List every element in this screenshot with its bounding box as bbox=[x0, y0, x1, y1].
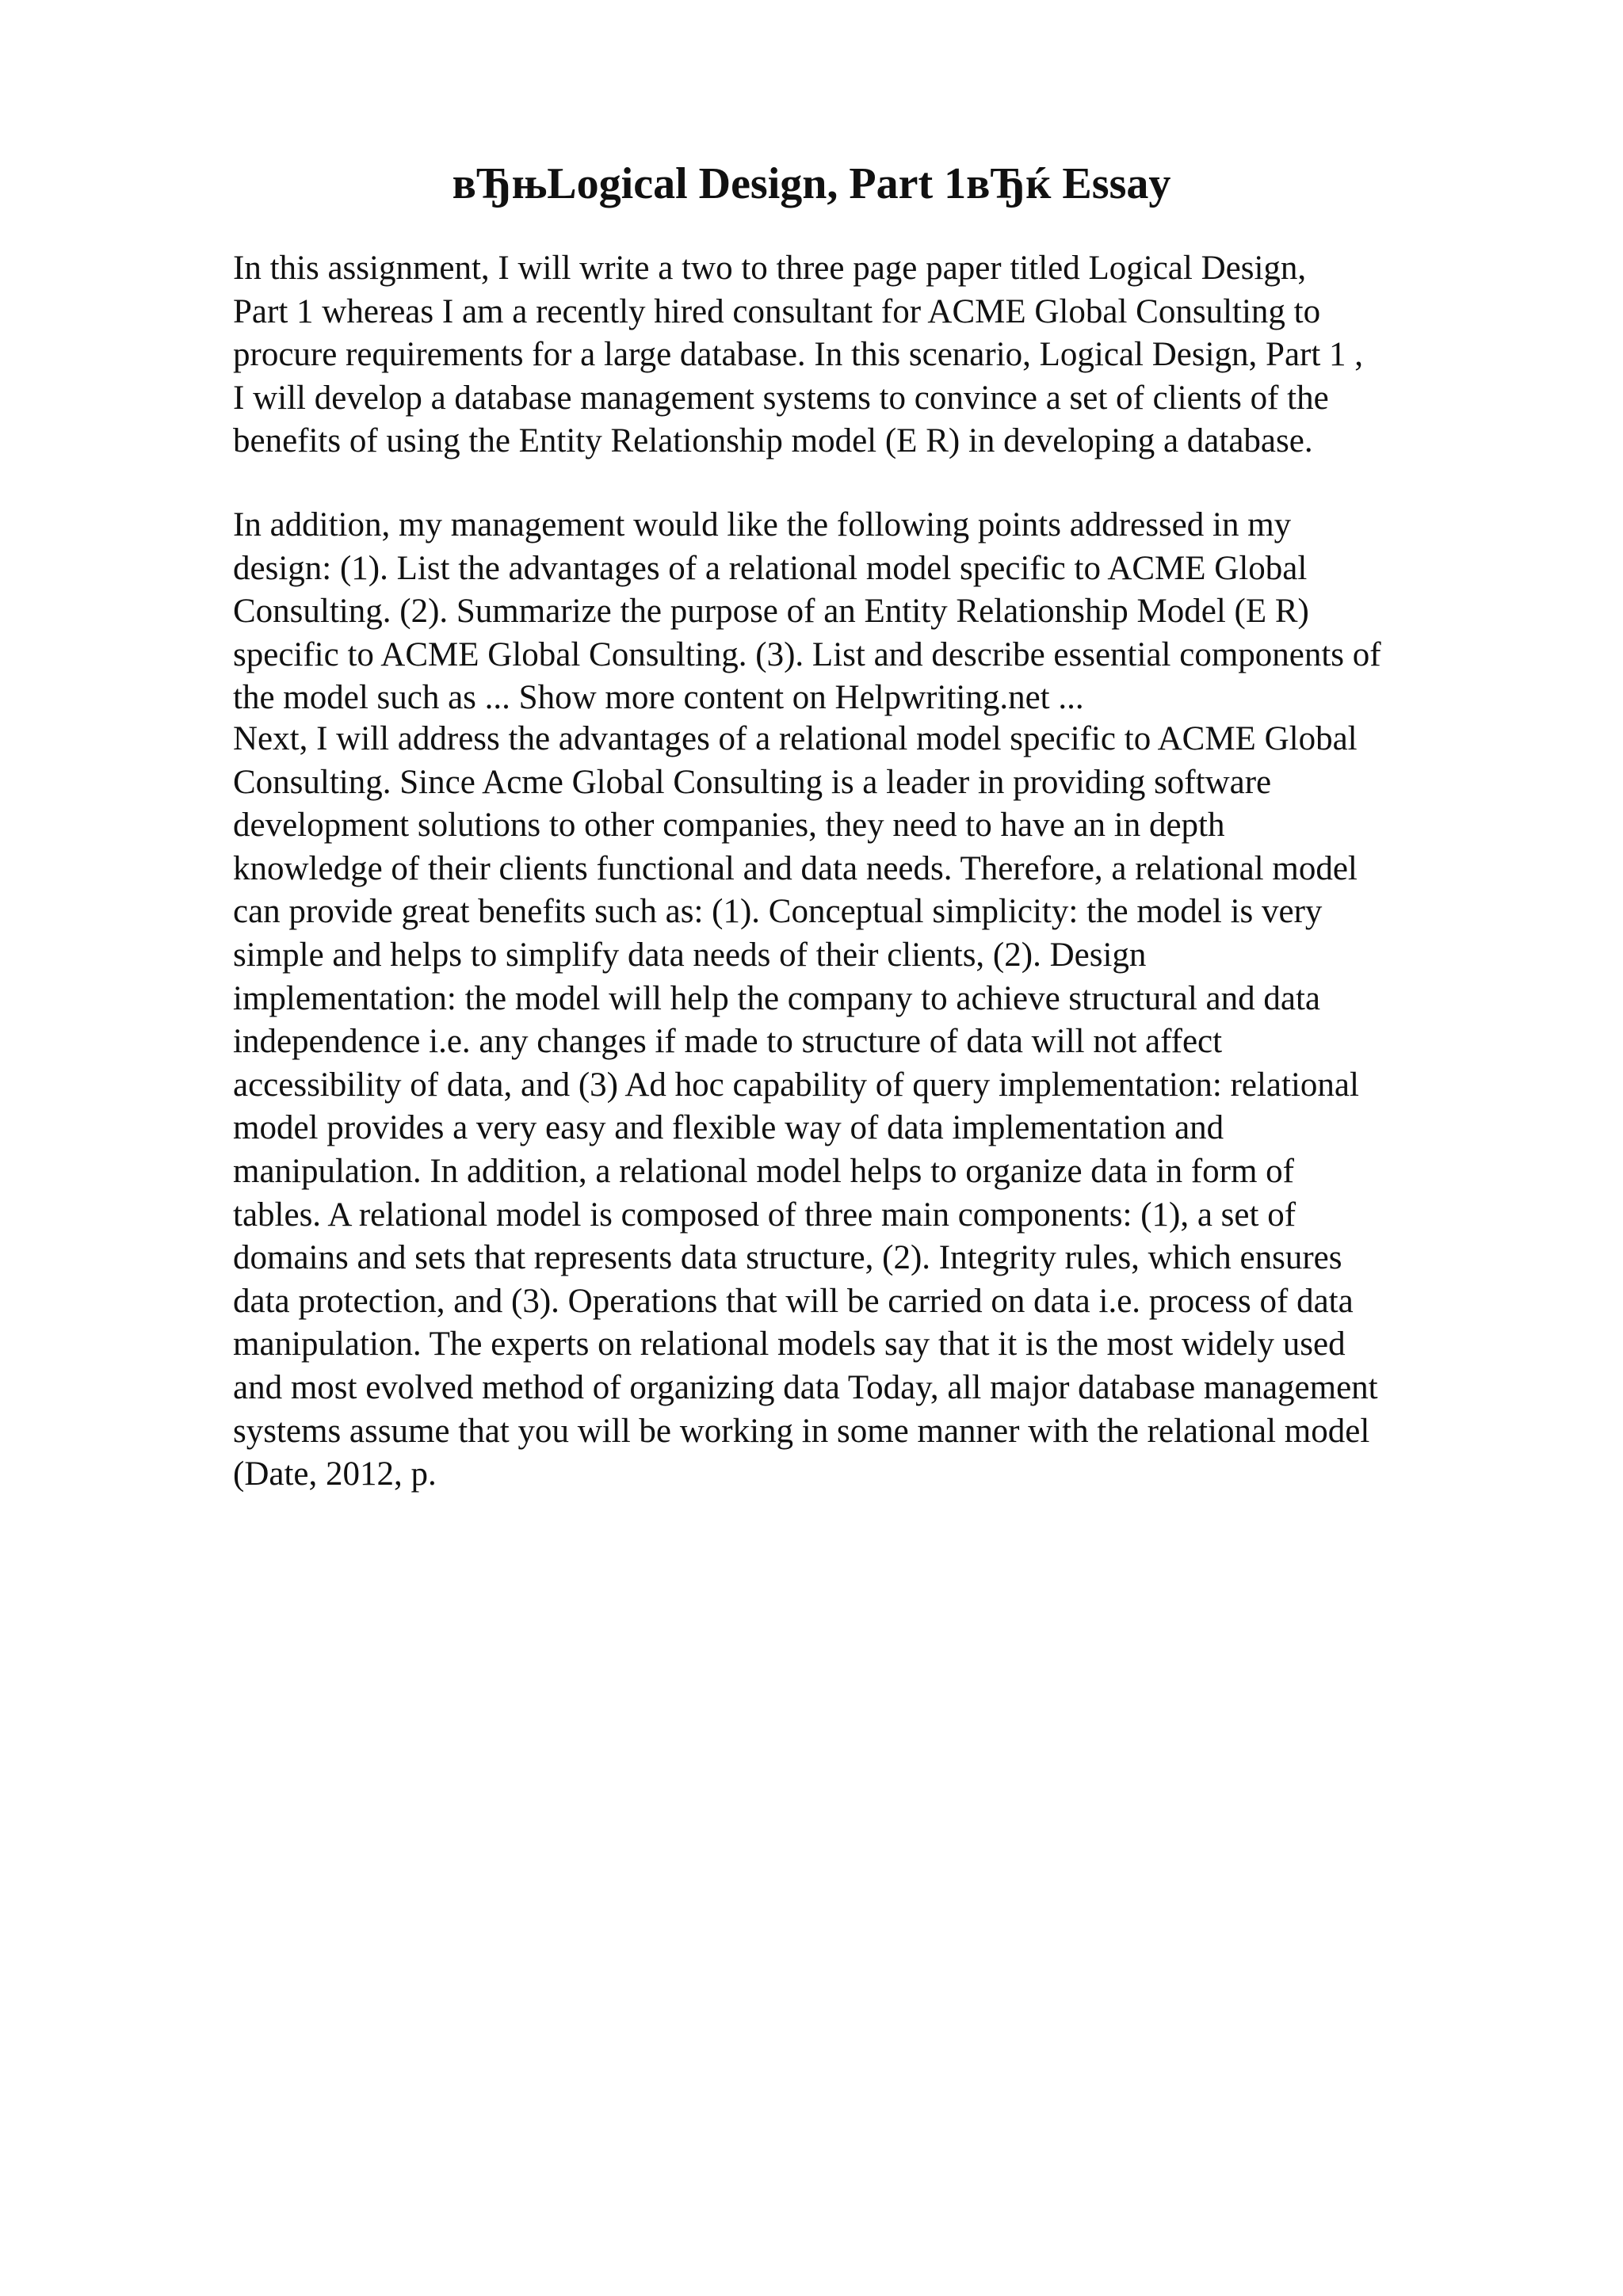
text-line: Next, I will address the advantages of a relational model specific to ACME Global bbox=[233, 720, 1358, 757]
text-line: and most evolved method of organizing data Today, all major database management bbox=[233, 1368, 1378, 1406]
text-line: knowledge of their clients functional and data needs. Therefore, a relational model bbox=[233, 849, 1358, 887]
text-line: accessibility of data, and (3) Ad hoc capability of query implementation: relational bbox=[233, 1066, 1359, 1104]
text-line: specific to ACME Global Consulting. (3). List and describe essential components of bbox=[233, 635, 1381, 673]
text-line: can provide great benefits such as: (1). Conceptual simplicity: the model is very bbox=[233, 893, 1323, 931]
text-line: manipulation. The experts on relational models say that it is the most widely used bbox=[233, 1325, 1346, 1363]
text-line: data protection, and (3). Operations that will be carried on data i.e. process of data bbox=[233, 1282, 1354, 1320]
text-line: In addition, my management would like the following points addressed in my bbox=[233, 506, 1292, 543]
paragraph-requirements bbox=[233, 504, 1533, 720]
text-line: domains and sets that represents data structure, (2). Integrity rules, which ensures bbox=[233, 1239, 1342, 1277]
text-line: Consulting. Since Acme Global Consulting is a leader in providing software bbox=[233, 763, 1272, 801]
document-title: вЂњLogical Design, Part 1вЂќ Essay bbox=[452, 159, 1171, 208]
text-line: the model such as ... Show more content on Helpwriting.net ... bbox=[233, 679, 1084, 717]
text-line: I will develop a database management systems to convince a set of clients of the bbox=[233, 379, 1329, 417]
text-line: manipulation. In addition, a relational model helps to organize data in form of bbox=[233, 1152, 1295, 1190]
text-line: systems assume that you will be working in some manner with the relational model bbox=[233, 1412, 1370, 1450]
text-line: independence i.e. any changes if made to structure of data will not affect bbox=[233, 1023, 1223, 1061]
text-line: simple and helps to simplify data needs of their clients, (2). Design bbox=[233, 936, 1147, 974]
text-line: procure requirements for a large database. In this scenario, Logical Design, Part 1 , bbox=[233, 336, 1364, 374]
text-line: implementation: the model will help the company to achieve structural and data bbox=[233, 979, 1320, 1017]
text-line: Consulting. (2). Summarize the purpose of an Entity Relationship Model (E R) bbox=[233, 593, 1309, 631]
paragraph-relational-model bbox=[233, 718, 1533, 1497]
text-line: Part 1 whereas I am a recently hired consultant for ACME Global Consulting to bbox=[233, 292, 1321, 330]
text-line: design: (1). List the advantages of a relational model specific to ACME Global bbox=[233, 549, 1308, 587]
text-line: tables. A relational model is composed of three main components: (1), a set of bbox=[233, 1196, 1296, 1234]
text-line: (Date, 2012, p. bbox=[233, 1455, 437, 1493]
paragraph-intro bbox=[233, 247, 1533, 463]
text-line: In this assignment, I will write a two to three page paper titled Logical Design, bbox=[233, 250, 1307, 287]
text-line: model provides a very easy and flexible way of data implementation and bbox=[233, 1109, 1224, 1147]
text-line: benefits of using the Entity Relationship model (E R) in developing a database. bbox=[233, 422, 1313, 460]
text-line: development solutions to other companies, they need to have an in depth bbox=[233, 807, 1225, 845]
